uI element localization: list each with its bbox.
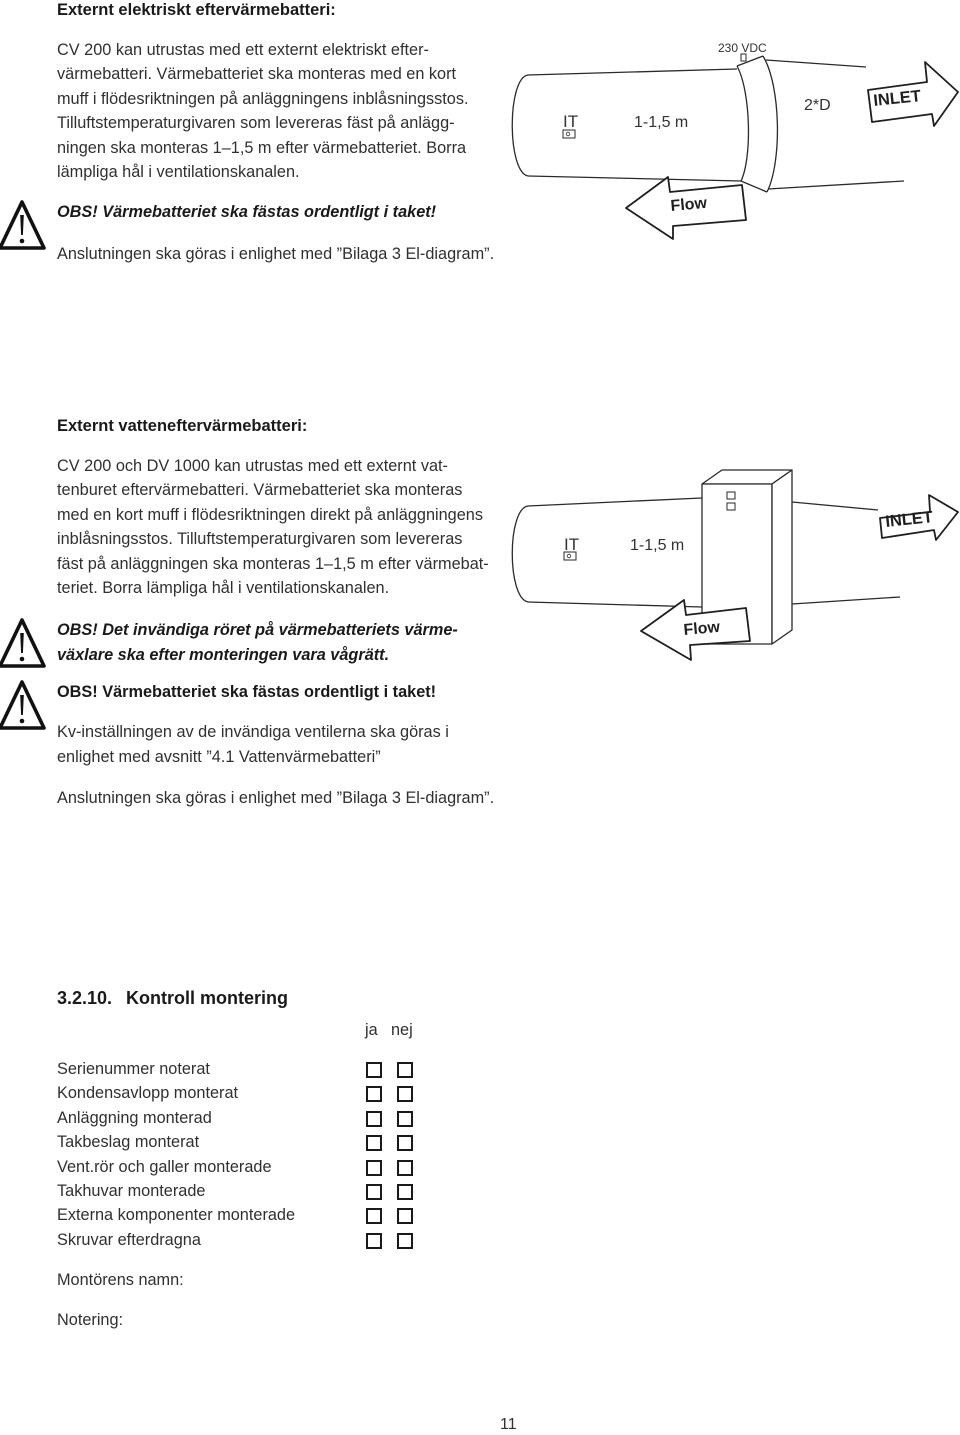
section-number: 3.2.10.	[57, 988, 113, 1008]
checkbox-nej[interactable]	[397, 1208, 413, 1224]
paragraph-line: CV 200 kan utrustas med ett externt elektriskt efter-	[57, 41, 429, 59]
checkbox-nej[interactable]	[397, 1135, 413, 1151]
checklist-item-label: Anläggning monterad	[57, 1108, 212, 1127]
warning-text-mounting: OBS! Värmebatteriet ska fästas ordentligt i taket!	[57, 683, 437, 701]
warning-text-mounting: OBS! Värmebatteriet ska fästas ordentligt i taket!	[57, 203, 437, 221]
kv-setting-note	[57, 720, 449, 770]
checkbox-ja[interactable]	[366, 1062, 382, 1078]
checklist-row	[0, 1106, 960, 1130]
checklist-item-label: Vent.rör och galler monterade	[57, 1157, 272, 1176]
paragraph-line: värmebatteri. Värmebatteriet ska monteras med en kort	[57, 65, 457, 84]
water-heater-duct-diagram	[500, 460, 960, 670]
warning-text-horizontal-pipe	[57, 618, 458, 667]
checklist-item-label: Kondensavlopp monterat	[57, 1084, 239, 1103]
voltage-label: 230 VDC	[718, 41, 767, 55]
warning-triangle-icon	[0, 199, 46, 251]
checklist-title	[57, 986, 288, 1010]
pipe-connector-icon	[727, 492, 735, 499]
checklist-row	[0, 1203, 960, 1227]
section-title-text: Kontroll montering	[126, 988, 289, 1008]
checklist-item-label: Takhuvar monterade	[57, 1182, 206, 1200]
heater-box-side	[772, 470, 792, 644]
heater-right-edge	[763, 56, 777, 192]
checkbox-nej[interactable]	[397, 1184, 413, 1200]
section-heading-water: Externt vatteneftervärmebatteri:	[57, 417, 308, 435]
connection-note: Anslutningen ska göras i enlighet med ”Bilaga 3 El-diagram”.	[57, 245, 495, 263]
inlet-label: INLET	[884, 508, 934, 531]
electric-heater-duct-diagram	[500, 30, 960, 245]
checkbox-ja[interactable]	[366, 1086, 382, 1102]
checkbox-ja[interactable]	[366, 1208, 382, 1224]
paragraph-line: muff i flödesriktningen på anläggningens inblåsningsstos.	[57, 89, 469, 108]
paragraph-line: fäst på anläggningen ska monteras 1–1,5 m efter värmebat-	[57, 554, 489, 573]
fitter-name-label: Montörens namn:	[57, 1271, 184, 1289]
checkbox-ja[interactable]	[366, 1233, 382, 1249]
checklist-row	[0, 1155, 960, 1179]
paragraph-line: Tilluftstemperaturgivaren som levereras fäst på anlägg-	[57, 114, 455, 133]
checkbox-ja[interactable]	[366, 1135, 382, 1151]
checklist-row	[0, 1228, 960, 1252]
column-header-ja: ja	[365, 1021, 378, 1039]
duct-top-edge-right	[766, 60, 866, 67]
checklist-row	[0, 1130, 960, 1154]
warning-line: växlare ska efter monteringen vara vågrätt.	[57, 645, 390, 664]
paragraph-line: ningen ska monteras 1–1,5 m efter värmebatteriet. Borra	[57, 138, 467, 157]
checkbox-nej[interactable]	[397, 1111, 413, 1127]
paragraph-line: teriet. Borra lämpliga hål i ventilationskanalen.	[57, 579, 390, 598]
column-header-nej: nej	[391, 1021, 413, 1039]
checklist-row	[0, 1179, 960, 1203]
kv-line: enlighet med avsnitt ”4.1 Vattenvärmebatteri”	[57, 748, 381, 766]
checklist-item-label: Skruvar efterdragna	[57, 1230, 201, 1249]
paragraph-water	[57, 454, 489, 600]
power-connector-icon	[741, 54, 746, 61]
checkbox-ja[interactable]	[366, 1111, 382, 1127]
heater-bottom-edge	[741, 181, 767, 192]
checkbox-nej[interactable]	[397, 1062, 413, 1078]
pipe-connector-icon	[727, 503, 735, 510]
kv-line: Kv-inställningen av de invändiga ventilerna ska göras i	[57, 723, 449, 741]
connection-note: Anslutningen ska göras i enlighet med ”Bilaga 3 El-diagram”.	[57, 789, 495, 807]
flow-label: Flow	[682, 618, 721, 639]
distance-label: 1-1,5 m	[634, 114, 689, 131]
notes-label: Notering:	[57, 1311, 124, 1329]
checkbox-ja[interactable]	[366, 1160, 382, 1176]
checkbox-nej[interactable]	[397, 1233, 413, 1249]
duct-bottom-edge-right	[768, 181, 904, 189]
sensor-label: IT	[564, 535, 580, 554]
checklist-row	[0, 1081, 960, 1105]
paragraph-line: inblåsningsstos. Tilluftstemperaturgivaren som levereras	[57, 530, 463, 549]
flow-label: Flow	[669, 194, 708, 215]
checkbox-nej[interactable]	[397, 1086, 413, 1102]
duct-end-ellipse	[512, 75, 528, 176]
checklist-row	[0, 1057, 960, 1081]
warning-line: OBS! Det invändiga röret på värmebatteriets värme-	[57, 621, 458, 639]
checklist	[0, 1057, 960, 1253]
paragraph-line: CV 200 och DV 1000 kan utrustas med ett externt vat-	[57, 457, 448, 475]
checkbox-ja[interactable]	[366, 1184, 382, 1200]
duct-bottom-edge	[528, 176, 741, 181]
spacing-label: 2*D	[804, 97, 831, 114]
warning-triangle-icon	[0, 617, 46, 669]
duct-bottom-edge-right	[792, 597, 900, 604]
heater-left-edge	[737, 66, 748, 181]
paragraph-line: lämpliga hål i ventilationskanalen.	[57, 163, 300, 182]
checkbox-nej[interactable]	[397, 1160, 413, 1176]
checklist-item-label: Serienummer noterat	[57, 1060, 210, 1078]
duct-top-edge	[528, 498, 702, 506]
sensor-label: IT	[563, 112, 579, 131]
paragraph-line: tenburet eftervärmebatteri. Värmebatteriet ska monteras	[57, 481, 463, 500]
paragraph-line: med en kort muff i flödesriktningen direkt på anläggningens	[57, 505, 483, 524]
duct-top-edge-right	[792, 502, 878, 510]
checklist-item-label: Takbeslag monterat	[57, 1133, 200, 1152]
distance-label: 1-1,5 m	[630, 537, 685, 554]
inlet-label: INLET	[872, 87, 922, 110]
page-number: 11	[500, 1416, 517, 1433]
temperature-sensor-icon	[563, 130, 575, 138]
warning-triangle-icon	[0, 679, 46, 731]
duct-end-ellipse	[512, 506, 528, 602]
paragraph-electric	[57, 38, 469, 184]
checklist-item-label: Externa komponenter monterade	[57, 1206, 296, 1225]
duct-top-edge	[528, 69, 737, 75]
section-heading-electric: Externt elektriskt eftervärmebatteri:	[57, 1, 336, 19]
